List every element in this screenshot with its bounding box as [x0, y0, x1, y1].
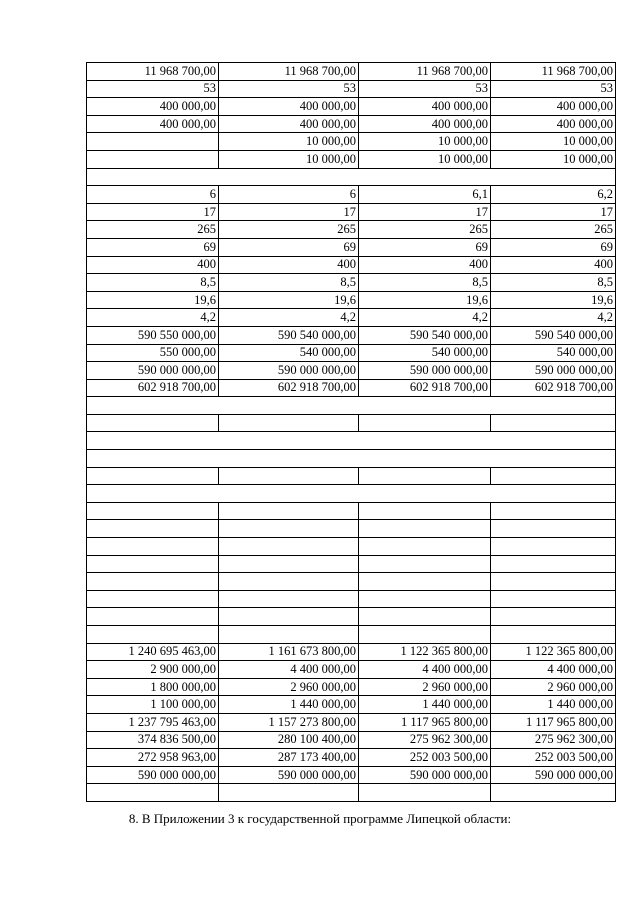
- table-cell: [87, 626, 219, 644]
- table-cell: 550 000,00: [87, 344, 219, 362]
- table-cell: 400: [359, 256, 491, 274]
- table-cell: 1 117 965 800,00: [491, 713, 616, 731]
- table-cell: 540 000,00: [359, 344, 491, 362]
- table-cell: 10 000,00: [491, 150, 616, 168]
- table-row: [87, 678, 616, 696]
- table-spacer-cell: [87, 168, 616, 186]
- table-row: [87, 63, 616, 81]
- table-cell: 374 836 500,00: [87, 731, 219, 749]
- table-cell: [491, 538, 616, 556]
- table-cell: 590 000 000,00: [87, 766, 219, 784]
- table-row: [87, 502, 616, 520]
- table-cell: [491, 467, 616, 485]
- table-row: [87, 80, 616, 98]
- table-row: [87, 291, 616, 309]
- table-row: [87, 784, 616, 802]
- table-cell: 10 000,00: [359, 150, 491, 168]
- table-row: [87, 326, 616, 344]
- table-cell: 19,6: [87, 291, 219, 309]
- table-cell: 6: [219, 186, 359, 204]
- table-spacer-cell: [87, 450, 616, 468]
- table-cell: 590 540 000,00: [359, 326, 491, 344]
- table-cell: 400 000,00: [219, 98, 359, 116]
- table-cell: [219, 467, 359, 485]
- table-cell: [359, 573, 491, 591]
- table-cell: [359, 414, 491, 432]
- table-cell: 400 000,00: [491, 98, 616, 116]
- table-cell: 252 003 500,00: [491, 749, 616, 767]
- table-cell: 275 962 300,00: [359, 731, 491, 749]
- table-cell: [359, 502, 491, 520]
- table-cell: 4 400 000,00: [359, 661, 491, 679]
- table-cell: 4 400 000,00: [219, 661, 359, 679]
- table-cell: 590 540 000,00: [219, 326, 359, 344]
- table-spacer-cell: [87, 397, 616, 415]
- table-cell: 602 918 700,00: [87, 379, 219, 397]
- table-cell: [219, 502, 359, 520]
- table-row: [87, 450, 616, 468]
- table-cell: 1 800 000,00: [87, 678, 219, 696]
- table-cell: [219, 520, 359, 538]
- table-cell: 6: [87, 186, 219, 204]
- table-cell: 11 968 700,00: [219, 63, 359, 81]
- table-cell: 280 100 400,00: [219, 731, 359, 749]
- table-cell: [491, 520, 616, 538]
- table-cell: 17: [359, 203, 491, 221]
- table-cell: [87, 150, 219, 168]
- table-cell: 602 918 700,00: [219, 379, 359, 397]
- table-cell: 400 000,00: [359, 98, 491, 116]
- table-cell: 69: [491, 238, 616, 256]
- table-cell: 17: [491, 203, 616, 221]
- table-cell: 590 000 000,00: [491, 362, 616, 380]
- table-cell: 6,1: [359, 186, 491, 204]
- table-row: [87, 98, 616, 116]
- table-cell: 11 968 700,00: [87, 63, 219, 81]
- table-cell: 265: [219, 221, 359, 239]
- table-row: [87, 608, 616, 626]
- section-caption: 8. В Приложении 3 к государственной программе Липецкой области:: [128, 811, 512, 826]
- table-cell: [87, 573, 219, 591]
- table-cell: 590 000 000,00: [87, 362, 219, 380]
- table-row: [87, 590, 616, 608]
- table-cell: 590 000 000,00: [359, 362, 491, 380]
- table-cell: 4,2: [219, 309, 359, 327]
- table-cell: 1 440 000,00: [219, 696, 359, 714]
- table-cell: [219, 573, 359, 591]
- table-cell: [87, 133, 219, 151]
- table-cell: 590 000 000,00: [359, 766, 491, 784]
- table-cell: 69: [87, 238, 219, 256]
- table-cell: 1 440 000,00: [491, 696, 616, 714]
- table-cell: 17: [219, 203, 359, 221]
- table-row: [87, 414, 616, 432]
- table-cell: 2 960 000,00: [491, 678, 616, 696]
- table-row: [87, 203, 616, 221]
- table-cell: 1 117 965 800,00: [359, 713, 491, 731]
- data-table: [86, 62, 616, 802]
- table-cell: [87, 467, 219, 485]
- table-cell: [219, 590, 359, 608]
- table-cell: 540 000,00: [491, 344, 616, 362]
- table-cell: [219, 414, 359, 432]
- table-cell: 4,2: [87, 309, 219, 327]
- table-cell: [219, 626, 359, 644]
- table-cell: 1 122 365 800,00: [359, 643, 491, 661]
- table-cell: [359, 590, 491, 608]
- table-cell: 1 122 365 800,00: [491, 643, 616, 661]
- table-cell: 8,5: [359, 274, 491, 292]
- table-cell: 400 000,00: [491, 115, 616, 133]
- table-cell: 19,6: [359, 291, 491, 309]
- table-cell: 4,2: [359, 309, 491, 327]
- table-cell: 6,2: [491, 186, 616, 204]
- table-cell: 400 000,00: [219, 115, 359, 133]
- table-cell: 8,5: [219, 274, 359, 292]
- table-cell: 590 550 000,00: [87, 326, 219, 344]
- table-cell: 4,2: [491, 309, 616, 327]
- table-row: [87, 379, 616, 397]
- table-row: [87, 397, 616, 415]
- table-cell: [491, 502, 616, 520]
- table-cell: 590 000 000,00: [219, 766, 359, 784]
- table-row: [87, 344, 616, 362]
- table-cell: 400: [491, 256, 616, 274]
- table-row: [87, 555, 616, 573]
- table-cell: [219, 608, 359, 626]
- table-cell: [491, 608, 616, 626]
- table-cell: 1 237 795 463,00: [87, 713, 219, 731]
- table-cell: 265: [491, 221, 616, 239]
- table-row: [87, 467, 616, 485]
- table-cell: 2 900 000,00: [87, 661, 219, 679]
- table-cell: 10 000,00: [219, 133, 359, 151]
- table-cell: 4 400 000,00: [491, 661, 616, 679]
- table-cell: 2 960 000,00: [219, 678, 359, 696]
- table-cell: 540 000,00: [219, 344, 359, 362]
- table-cell: 602 918 700,00: [359, 379, 491, 397]
- table-cell: 1 161 673 800,00: [219, 643, 359, 661]
- table-cell: [359, 467, 491, 485]
- table-cell: 252 003 500,00: [359, 749, 491, 767]
- table-cell: 400 000,00: [87, 115, 219, 133]
- table-row: [87, 573, 616, 591]
- table-cell: 590 540 000,00: [491, 326, 616, 344]
- table-cell: [359, 784, 491, 802]
- table-row: [87, 133, 616, 151]
- table-row: [87, 626, 616, 644]
- table-cell: [87, 414, 219, 432]
- table-cell: 400 000,00: [87, 98, 219, 116]
- table-cell: [87, 608, 219, 626]
- table-cell: 10 000,00: [219, 150, 359, 168]
- table-row: [87, 520, 616, 538]
- table-cell: 2 960 000,00: [359, 678, 491, 696]
- table-row: [87, 362, 616, 380]
- table-cell: [359, 626, 491, 644]
- table-cell: 272 958 963,00: [87, 749, 219, 767]
- table-cell: 69: [359, 238, 491, 256]
- table-cell: 1 440 000,00: [359, 696, 491, 714]
- table-row: [87, 115, 616, 133]
- table-cell: 53: [87, 80, 219, 98]
- table-spacer-cell: [87, 485, 616, 503]
- table-cell: 10 000,00: [359, 133, 491, 151]
- table-row: [87, 661, 616, 679]
- table-cell: 1 100 000,00: [87, 696, 219, 714]
- table-cell: 400: [87, 256, 219, 274]
- table-cell: [491, 784, 616, 802]
- table-cell: 590 000 000,00: [491, 766, 616, 784]
- table-cell: [87, 520, 219, 538]
- table-row: [87, 731, 616, 749]
- table-row: [87, 432, 616, 450]
- table-row: [87, 256, 616, 274]
- table-cell: 19,6: [491, 291, 616, 309]
- table-cell: 53: [359, 80, 491, 98]
- table-row: [87, 168, 616, 186]
- table-cell: [219, 538, 359, 556]
- table-cell: [359, 608, 491, 626]
- table-row: [87, 186, 616, 204]
- table-row: [87, 696, 616, 714]
- table-cell: 69: [219, 238, 359, 256]
- table-cell: [87, 590, 219, 608]
- table-cell: [359, 538, 491, 556]
- table-row: [87, 713, 616, 731]
- table-cell: 1 157 273 800,00: [219, 713, 359, 731]
- table-spacer-cell: [87, 432, 616, 450]
- table-cell: [87, 784, 219, 802]
- table-cell: 400 000,00: [359, 115, 491, 133]
- table-cell: 8,5: [491, 274, 616, 292]
- table-row: [87, 238, 616, 256]
- table-cell: 1 240 695 463,00: [87, 643, 219, 661]
- table-cell: 11 968 700,00: [359, 63, 491, 81]
- table-cell: 8,5: [87, 274, 219, 292]
- table-row: [87, 221, 616, 239]
- table-cell: 265: [87, 221, 219, 239]
- table-row: [87, 485, 616, 503]
- table-cell: [87, 502, 219, 520]
- table-cell: [219, 784, 359, 802]
- table-cell: 602 918 700,00: [491, 379, 616, 397]
- table-cell: 53: [491, 80, 616, 98]
- table-cell: 19,6: [219, 291, 359, 309]
- table-body: [87, 63, 616, 802]
- table-cell: [87, 538, 219, 556]
- table-cell: [491, 555, 616, 573]
- table-row: [87, 766, 616, 784]
- table-row: [87, 538, 616, 556]
- table-row: [87, 309, 616, 327]
- table-row: [87, 643, 616, 661]
- table-row: [87, 150, 616, 168]
- table-cell: [359, 555, 491, 573]
- table-cell: 53: [219, 80, 359, 98]
- table-cell: [219, 555, 359, 573]
- table-row: [87, 274, 616, 292]
- table-cell: 10 000,00: [491, 133, 616, 151]
- table-cell: 17: [87, 203, 219, 221]
- table-cell: 287 173 400,00: [219, 749, 359, 767]
- table-cell: [87, 555, 219, 573]
- table-cell: 275 962 300,00: [491, 731, 616, 749]
- table-row: [87, 749, 616, 767]
- table-cell: 400: [219, 256, 359, 274]
- table-cell: [491, 414, 616, 432]
- table-cell: [359, 520, 491, 538]
- table-cell: 265: [359, 221, 491, 239]
- table-cell: 11 968 700,00: [491, 63, 616, 81]
- table-cell: 590 000 000,00: [219, 362, 359, 380]
- table-cell: [491, 590, 616, 608]
- table-cell: [491, 626, 616, 644]
- table-cell: [491, 573, 616, 591]
